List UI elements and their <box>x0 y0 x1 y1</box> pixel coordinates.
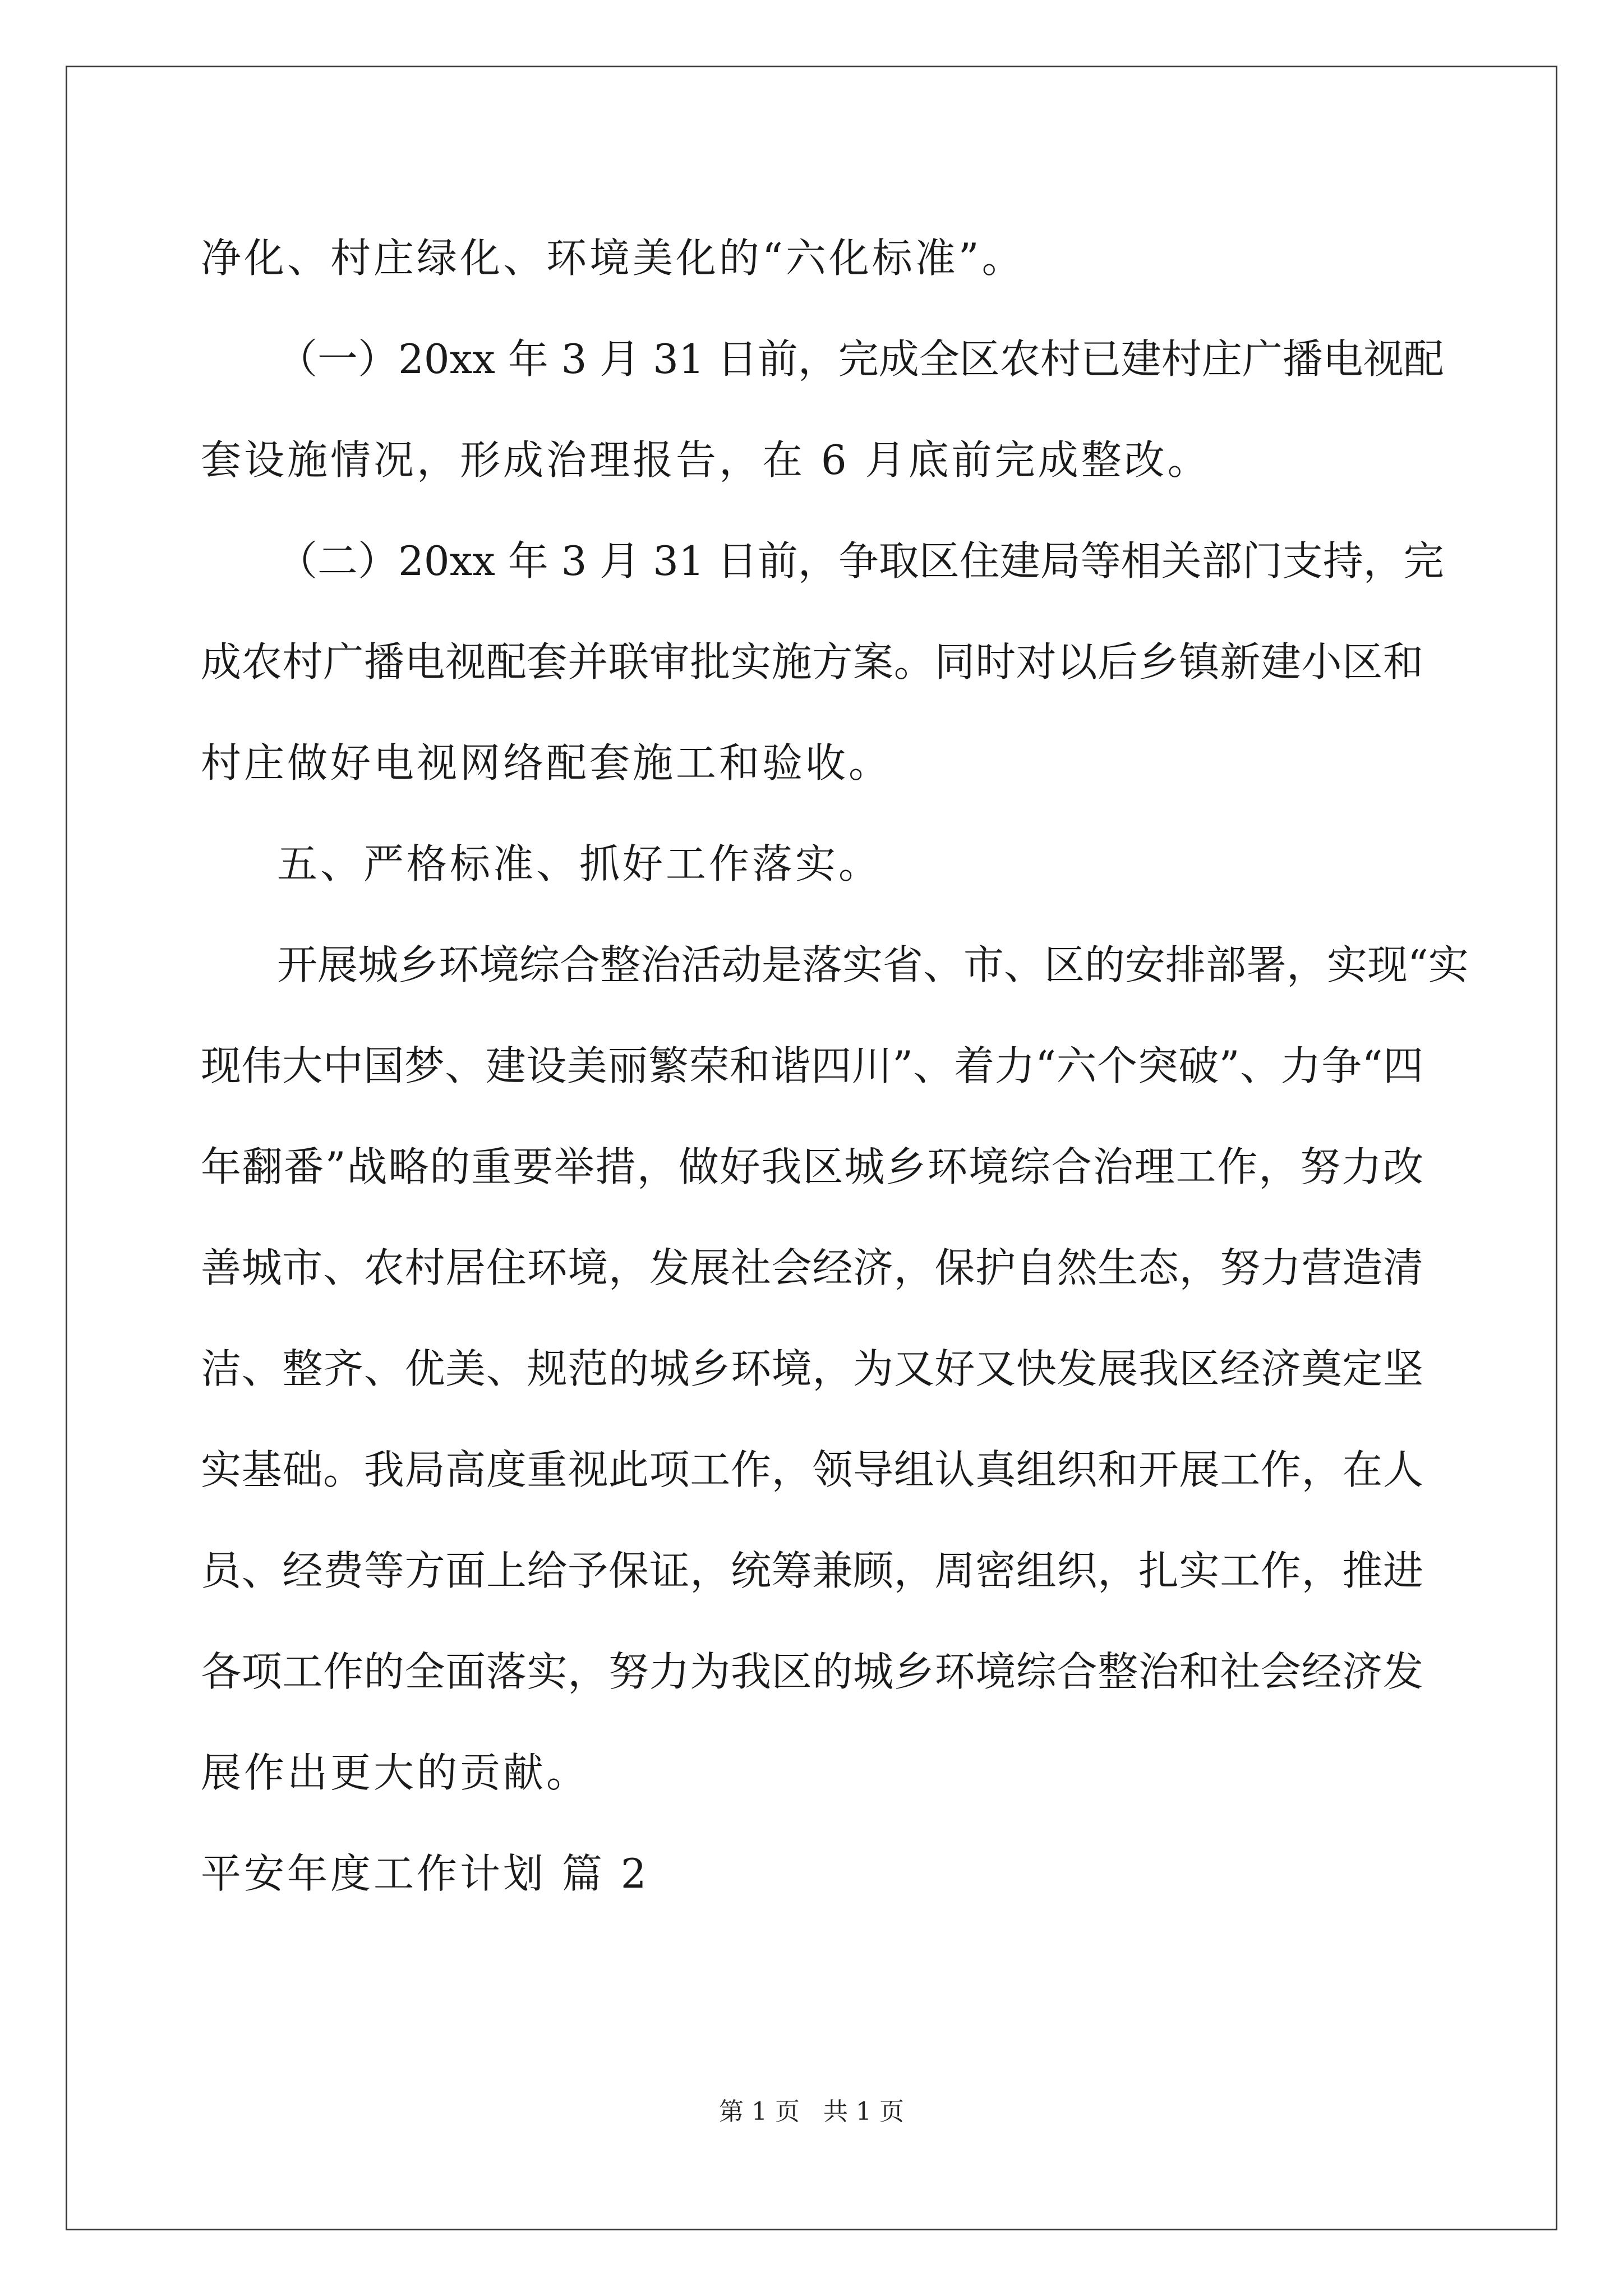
text-line: 展作出更大的贡献。 <box>201 1749 590 1796</box>
document-heading: 平安年度工作计划 篇 2 <box>201 1850 649 1897</box>
text-line: （一）20xx 年 3 月 31 日前，完成全区农村已建村庄广播电视配 <box>277 335 1444 383</box>
text-line: 现伟大中国梦、建设美丽繁荣和谐四川”、着力“六个突破”、力争“四 <box>201 1042 1423 1089</box>
text-line: 套设施情况，形成治理报告，在 6 月底前完成整改。 <box>201 436 1211 484</box>
text-line: 开展城乡环境综合整治活动是落实省、市、区的安排部署，实现“实 <box>277 941 1469 988</box>
text-line: 成农村广播电视配套并联审批实施方案。同时对以后乡镇新建小区和 <box>201 638 1423 685</box>
text-line: 员、经费等方面上给予保证，统筹兼顾，周密组织，扎实工作，推进 <box>201 1547 1423 1594</box>
text-line: 村庄做好电视网络配套施工和验收。 <box>201 739 892 786</box>
page-footer: 第 1 页 共 1 页 <box>719 2097 904 2126</box>
section-heading: 五、严格标准、抓好工作落实。 <box>277 840 882 887</box>
text-line: 实基础。我局高度重视此项工作，领导组认真组织和开展工作，在人 <box>201 1446 1423 1493</box>
text-line: 洁、整齐、优美、规范的城乡环境，为又好又快发展我区经济奠定坚 <box>201 1345 1423 1392</box>
text-line: 净化、村庄绿化、环境美化的“六化标准”。 <box>201 234 1025 282</box>
text-line: 善城市、农村居住环境，发展社会经济，保护自然生态，努力营造清 <box>201 1244 1423 1291</box>
text-line: 年翻番”战略的重要举措，做好我区城乡环境综合治理工作，努力改 <box>201 1143 1423 1190</box>
text-line: 各项工作的全面落实，努力为我区的城乡环境综合整治和社会经济发 <box>201 1648 1423 1695</box>
text-line: （二）20xx 年 3 月 31 日前，争取区住建局等相关部门支持，完 <box>277 537 1444 585</box>
